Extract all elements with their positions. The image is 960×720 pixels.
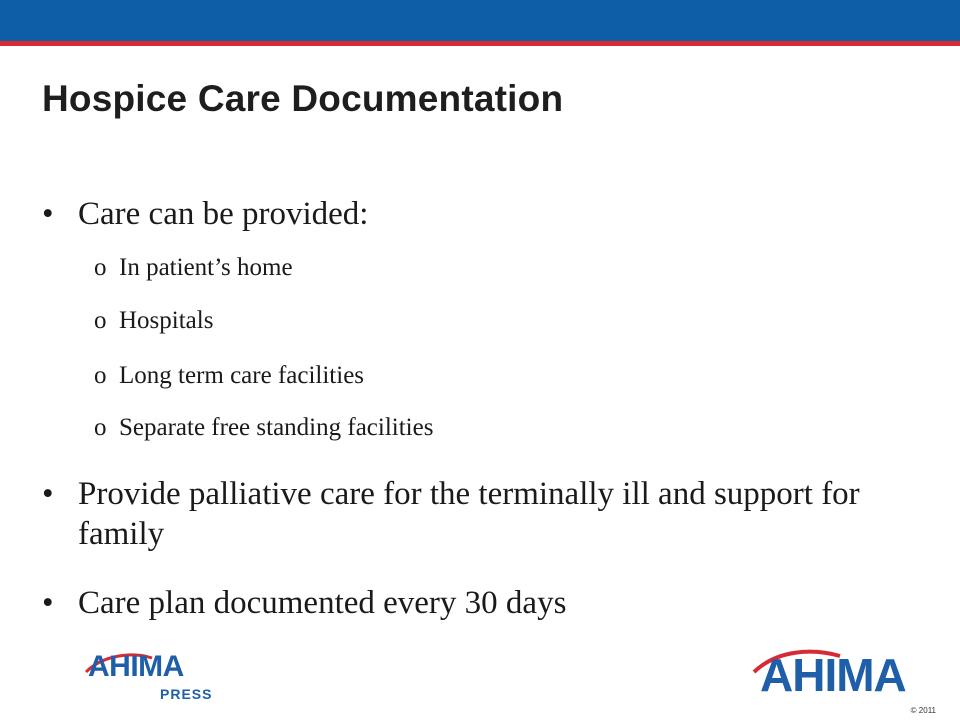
logo-left-subtitle: PRESS (160, 686, 213, 702)
bullet-text: Care can be provided: (78, 196, 369, 232)
logo-left-name: AHIMA (88, 650, 184, 683)
sub-bullet-marker: o (94, 307, 107, 334)
logo-right-name: AHIMA (760, 649, 906, 701)
bullet-text: Provide palliative care for the terminally ill and support for family (78, 476, 860, 552)
ahima-press-logo (88, 650, 238, 710)
sub-bullet-text: In patient’s home (119, 254, 293, 281)
header-white-line (0, 46, 960, 48)
header-bar (0, 0, 960, 41)
sub-bullet-marker: o (94, 414, 107, 441)
sub-bullet-marker: o (94, 254, 107, 281)
bullet-dot-icon: • (42, 476, 54, 512)
copyright-text: © 2011 (910, 706, 936, 715)
sub-bullet-text: Long term care facilities (119, 362, 365, 389)
sub-bullet-marker: o (94, 362, 107, 389)
bullet-dot-icon: • (42, 196, 54, 232)
sub-bullet-item (94, 306, 213, 336)
sub-bullet-text: Separate free standing facilities (119, 414, 434, 441)
bullet-dot-icon: • (42, 585, 54, 621)
sub-bullet-item (94, 361, 364, 391)
ahima-logo (758, 648, 938, 708)
bullet-text: Care plan documented every 30 days (78, 585, 567, 621)
sub-bullet-text: Hospitals (119, 307, 214, 334)
sub-bullet-item (94, 413, 433, 443)
slide-title: Hospice Care Documentation (42, 78, 564, 119)
sub-bullet-item (94, 253, 293, 283)
